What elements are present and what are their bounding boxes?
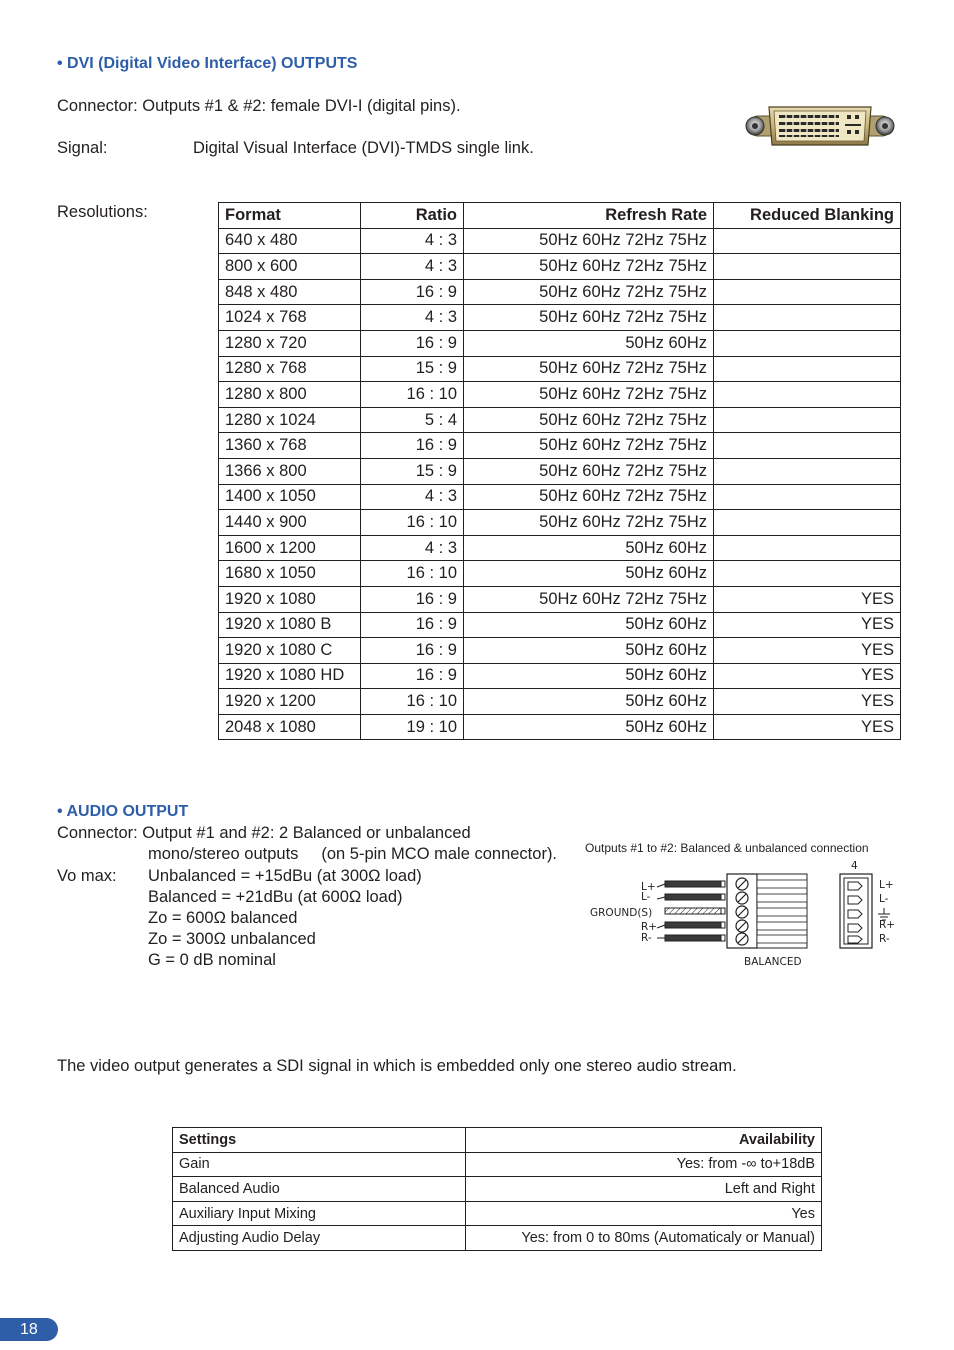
audio-connector-line1: Connector: Output #1 and #2: 2 Balanced or unbalanced bbox=[57, 824, 471, 842]
cell-format: 800 x 600 bbox=[219, 254, 361, 280]
cell-format: 1366 x 800 bbox=[219, 458, 361, 484]
cell-reduced-blanking bbox=[714, 510, 901, 536]
cell-refresh-rate: 50Hz 60Hz 72Hz 75Hz bbox=[464, 279, 714, 305]
cell-refresh-rate: 50Hz 60Hz 72Hz 75Hz bbox=[464, 510, 714, 536]
cell-reduced-blanking bbox=[714, 484, 901, 510]
cell-availability: Yes: from 0 to 80ms (Automaticaly or Manual) bbox=[466, 1226, 822, 1251]
right-label-l-plus: L+ bbox=[879, 879, 894, 891]
audio-section-title: • AUDIO OUTPUT bbox=[57, 803, 189, 820]
cell-ratio: 16 : 9 bbox=[361, 586, 464, 612]
vo-line-4: Zo = 300Ω unbalanced bbox=[148, 930, 316, 948]
table-row bbox=[219, 458, 901, 484]
dvi-connector-text: Connector: Outputs #1 & #2: female DVI-I (digital pins). bbox=[57, 97, 461, 115]
cell-ratio: 19 : 10 bbox=[361, 714, 464, 740]
col-header-refresh-rate: Refresh Rate bbox=[464, 203, 714, 229]
cell-ratio: 4 : 3 bbox=[361, 305, 464, 331]
cell-reduced-blanking bbox=[714, 305, 901, 331]
cell-reduced-blanking bbox=[714, 407, 901, 433]
cell-refresh-rate: 50Hz 60Hz 72Hz 75Hz bbox=[464, 382, 714, 408]
balanced-wiring-diagram bbox=[585, 856, 905, 972]
table-row bbox=[219, 433, 901, 459]
cell-reduced-blanking: YES bbox=[714, 714, 901, 740]
vo-line-3: Zo = 600Ω balanced bbox=[148, 909, 298, 927]
cell-format: 1680 x 1050 bbox=[219, 561, 361, 587]
cell-format: 1280 x 1024 bbox=[219, 407, 361, 433]
table-row bbox=[219, 382, 901, 408]
cell-reduced-blanking bbox=[714, 433, 901, 459]
cell-reduced-blanking bbox=[714, 535, 901, 561]
pin-label-r-plus: R+ bbox=[641, 921, 658, 933]
cell-format: 1920 x 1080 bbox=[219, 586, 361, 612]
table-row bbox=[219, 356, 901, 382]
diagram-caption: Outputs #1 to #2: Balanced & unbalanced connection bbox=[585, 841, 869, 855]
cell-ratio: 5 : 4 bbox=[361, 407, 464, 433]
vo-line-2: Balanced = +21dBu (at 600Ω load) bbox=[148, 888, 403, 906]
pin-label-ground: GROUND(S) bbox=[590, 907, 653, 919]
dvi-signal-value: Digital Visual Interface (DVI)-TMDS single link. bbox=[193, 139, 534, 157]
vo-line-5: G = 0 dB nominal bbox=[148, 951, 276, 969]
table-row bbox=[219, 612, 901, 638]
cell-setting: Balanced Audio bbox=[173, 1177, 466, 1202]
table-row bbox=[219, 586, 901, 612]
table-row bbox=[219, 638, 901, 664]
cell-refresh-rate: 50Hz 60Hz bbox=[464, 535, 714, 561]
cell-reduced-blanking: YES bbox=[714, 663, 901, 689]
cell-reduced-blanking: YES bbox=[714, 586, 901, 612]
audio-connector-line2: mono/stereo outputs (on 5-pin MCO male connector). bbox=[148, 845, 558, 863]
cell-format: 1920 x 1080 HD bbox=[219, 663, 361, 689]
diagram-balanced-label: BALANCED bbox=[744, 956, 802, 968]
table-row bbox=[219, 689, 901, 715]
dvi-connector-icon bbox=[741, 104, 899, 148]
table-row bbox=[173, 1201, 822, 1226]
resolutions-table-body bbox=[219, 228, 901, 740]
col-header-format: Format bbox=[219, 203, 361, 229]
cell-ratio: 15 : 9 bbox=[361, 458, 464, 484]
cell-refresh-rate: 50Hz 60Hz 72Hz 75Hz bbox=[464, 305, 714, 331]
col-header-availability: Availability bbox=[466, 1128, 822, 1153]
cell-refresh-rate: 50Hz 60Hz 72Hz 75Hz bbox=[464, 228, 714, 254]
right-label-r-plus: R+ bbox=[879, 919, 896, 931]
cell-reduced-blanking: YES bbox=[714, 612, 901, 638]
table-row bbox=[219, 714, 901, 740]
cell-format: 1280 x 720 bbox=[219, 330, 361, 356]
cell-reduced-blanking: YES bbox=[714, 638, 901, 664]
cell-reduced-blanking bbox=[714, 330, 901, 356]
cell-ratio: 4 : 3 bbox=[361, 484, 464, 510]
cell-availability: Yes bbox=[466, 1201, 822, 1226]
cell-format: 640 x 480 bbox=[219, 228, 361, 254]
cell-ratio: 16 : 9 bbox=[361, 612, 464, 638]
cell-format: 1600 x 1200 bbox=[219, 535, 361, 561]
cell-refresh-rate: 50Hz 60Hz bbox=[464, 561, 714, 587]
cell-ratio: 4 : 3 bbox=[361, 535, 464, 561]
cell-format: 2048 x 1080 bbox=[219, 714, 361, 740]
cell-refresh-rate: 50Hz 60Hz 72Hz 75Hz bbox=[464, 586, 714, 612]
cell-availability: Yes: from -∞ to+18dB bbox=[466, 1152, 822, 1177]
cell-refresh-rate: 50Hz 60Hz bbox=[464, 330, 714, 356]
table-row bbox=[173, 1177, 822, 1202]
cell-format: 1920 x 1080 B bbox=[219, 612, 361, 638]
table-row bbox=[219, 279, 901, 305]
cell-refresh-rate: 50Hz 60Hz bbox=[464, 689, 714, 715]
settings-table-body bbox=[173, 1152, 822, 1250]
diagram-pin-number: 4 bbox=[851, 860, 858, 872]
cell-format: 1440 x 900 bbox=[219, 510, 361, 536]
cell-format: 1024 x 768 bbox=[219, 305, 361, 331]
table-row bbox=[219, 407, 901, 433]
vo-max-label: Vo max: bbox=[57, 867, 117, 885]
right-label-r-minus: R- bbox=[879, 933, 890, 945]
table-row bbox=[219, 535, 901, 561]
cell-reduced-blanking bbox=[714, 356, 901, 382]
resolutions-table bbox=[218, 202, 901, 740]
cell-ratio: 16 : 9 bbox=[361, 330, 464, 356]
pin-label-l-plus: L+ bbox=[641, 881, 656, 893]
col-header-reduced-blanking: Reduced Blanking bbox=[714, 203, 901, 229]
cell-ratio: 16 : 9 bbox=[361, 279, 464, 305]
cell-ratio: 16 : 9 bbox=[361, 638, 464, 664]
table-row bbox=[219, 510, 901, 536]
resolutions-header-row bbox=[219, 203, 901, 229]
cell-setting: Adjusting Audio Delay bbox=[173, 1226, 466, 1251]
cell-format: 848 x 480 bbox=[219, 279, 361, 305]
cell-reduced-blanking bbox=[714, 382, 901, 408]
cell-ratio: 4 : 3 bbox=[361, 254, 464, 280]
cell-ratio: 16 : 10 bbox=[361, 561, 464, 587]
table-row bbox=[219, 330, 901, 356]
cell-reduced-blanking bbox=[714, 279, 901, 305]
cell-ratio: 16 : 9 bbox=[361, 433, 464, 459]
col-header-ratio: Ratio bbox=[361, 203, 464, 229]
cell-refresh-rate: 50Hz 60Hz 72Hz 75Hz bbox=[464, 458, 714, 484]
sdi-note: The video output generates a SDI signal in which is embedded only one stereo audio stream. bbox=[57, 1057, 737, 1075]
settings-header-row bbox=[173, 1128, 822, 1153]
cell-reduced-blanking bbox=[714, 458, 901, 484]
table-row bbox=[173, 1226, 822, 1251]
pin-label-r-minus: R- bbox=[641, 932, 652, 944]
cell-ratio: 16 : 9 bbox=[361, 663, 464, 689]
cell-reduced-blanking bbox=[714, 228, 901, 254]
cell-format: 1360 x 768 bbox=[219, 433, 361, 459]
cell-refresh-rate: 50Hz 60Hz 72Hz 75Hz bbox=[464, 484, 714, 510]
table-row bbox=[219, 228, 901, 254]
table-row bbox=[219, 663, 901, 689]
cell-ratio: 15 : 9 bbox=[361, 356, 464, 382]
cell-format: 1280 x 800 bbox=[219, 382, 361, 408]
cell-ratio: 16 : 10 bbox=[361, 689, 464, 715]
cell-format: 1920 x 1080 C bbox=[219, 638, 361, 664]
table-row bbox=[219, 561, 901, 587]
cell-format: 1920 x 1200 bbox=[219, 689, 361, 715]
cell-setting: Auxiliary Input Mixing bbox=[173, 1201, 466, 1226]
cell-format: 1400 x 1050 bbox=[219, 484, 361, 510]
audio-settings-table bbox=[172, 1127, 822, 1251]
cell-ratio: 4 : 3 bbox=[361, 228, 464, 254]
resolutions-label: Resolutions: bbox=[57, 203, 148, 221]
vo-line-1: Unbalanced = +15dBu (at 300Ω load) bbox=[148, 867, 422, 885]
cell-ratio: 16 : 10 bbox=[361, 382, 464, 408]
dvi-section-title: • DVI (Digital Video Interface) OUTPUTS bbox=[57, 55, 358, 72]
right-label-l-minus: L- bbox=[879, 893, 889, 905]
cell-refresh-rate: 50Hz 60Hz 72Hz 75Hz bbox=[464, 407, 714, 433]
table-row bbox=[173, 1152, 822, 1177]
cell-reduced-blanking bbox=[714, 561, 901, 587]
pin-label-l-minus: L- bbox=[641, 891, 651, 903]
cell-reduced-blanking: YES bbox=[714, 689, 901, 715]
cell-refresh-rate: 50Hz 60Hz 72Hz 75Hz bbox=[464, 254, 714, 280]
cell-refresh-rate: 50Hz 60Hz bbox=[464, 638, 714, 664]
table-row bbox=[219, 305, 901, 331]
cell-refresh-rate: 50Hz 60Hz bbox=[464, 714, 714, 740]
page-number: 18 bbox=[0, 1318, 58, 1341]
cell-ratio: 16 : 10 bbox=[361, 510, 464, 536]
cell-availability: Left and Right bbox=[466, 1177, 822, 1202]
cell-refresh-rate: 50Hz 60Hz 72Hz 75Hz bbox=[464, 433, 714, 459]
table-row bbox=[219, 254, 901, 280]
cell-format: 1280 x 768 bbox=[219, 356, 361, 382]
col-header-settings: Settings bbox=[173, 1128, 466, 1153]
cell-reduced-blanking bbox=[714, 254, 901, 280]
table-row bbox=[219, 484, 901, 510]
cell-setting: Gain bbox=[173, 1152, 466, 1177]
cell-refresh-rate: 50Hz 60Hz bbox=[464, 663, 714, 689]
cell-refresh-rate: 50Hz 60Hz bbox=[464, 612, 714, 638]
dvi-signal-label: Signal: bbox=[57, 139, 108, 157]
cell-refresh-rate: 50Hz 60Hz 72Hz 75Hz bbox=[464, 356, 714, 382]
